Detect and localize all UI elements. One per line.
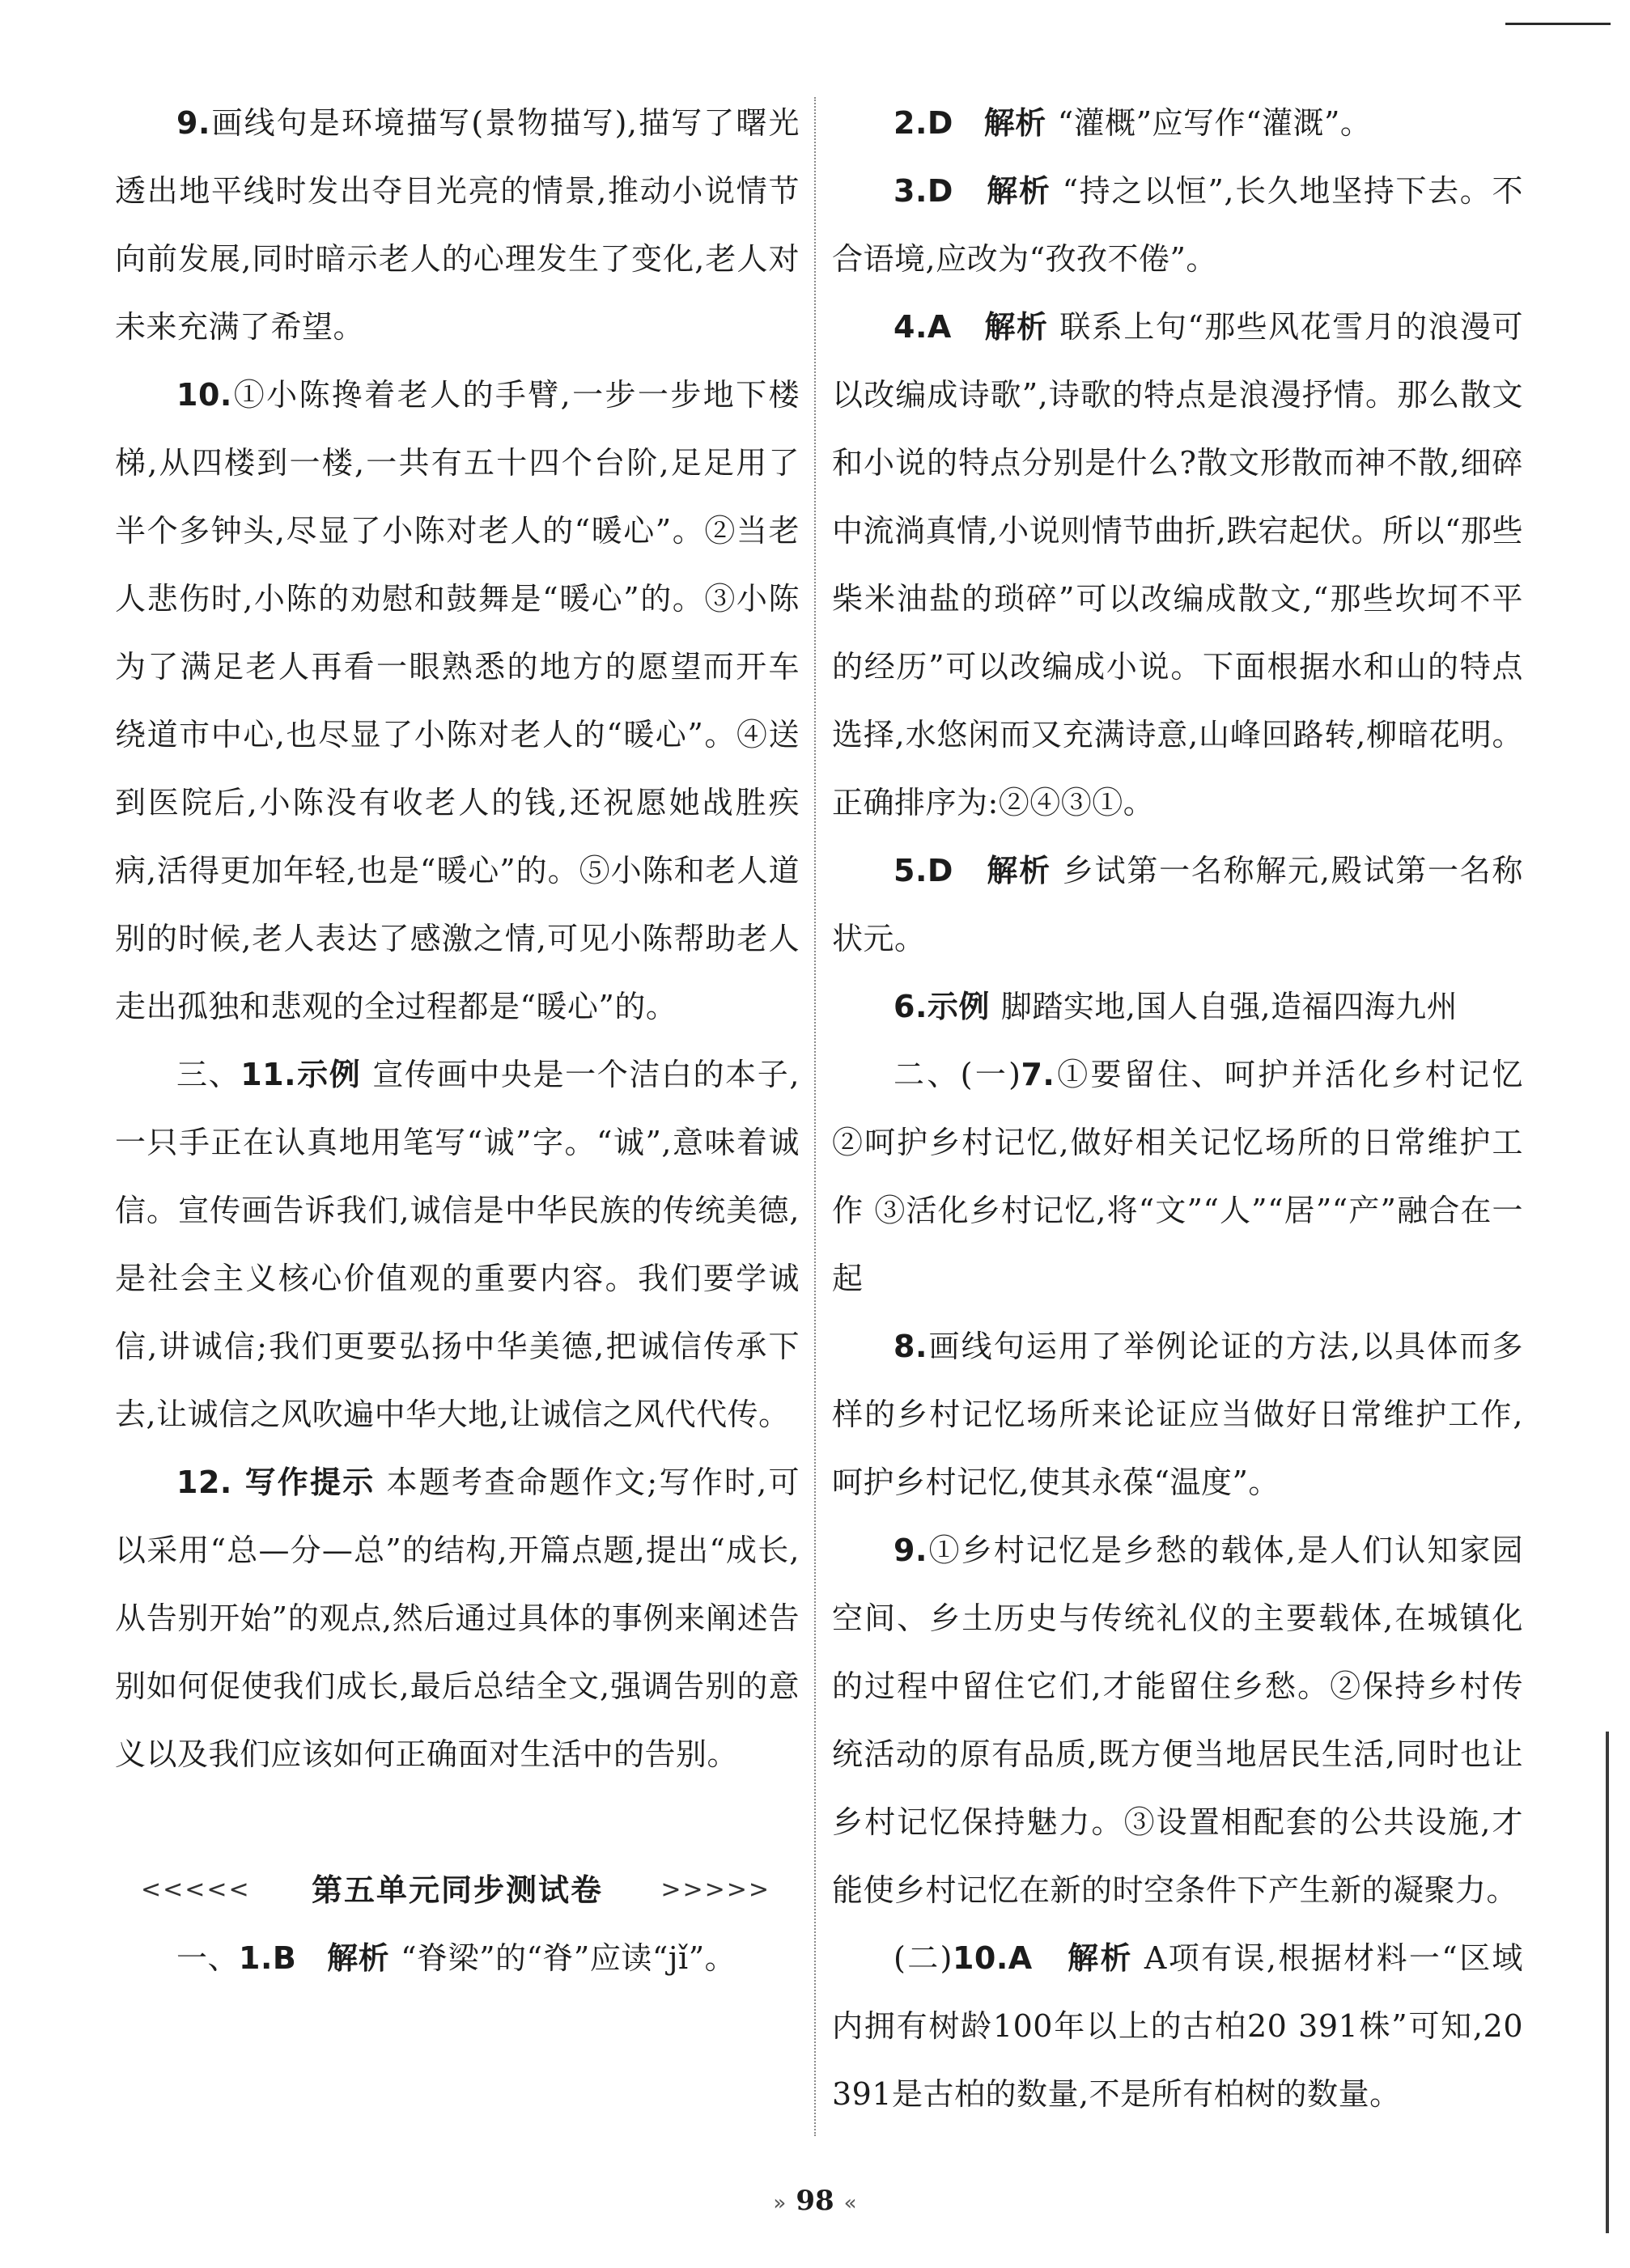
footer-mark-left: » <box>773 2191 787 2215</box>
analysis-tag: 解析 <box>327 1940 390 1976</box>
answer-text: 本题考查命题作文;写作时,可以采用“总—分—总”的结构,开篇点题,提出“成长,从告别开始”的观点,然后通过具体的事例来阐述告别如何促使我们成长,最后总结全文,强调告别的意义以及我们应该如何正确面对生活中的告别。 <box>115 1465 800 1772</box>
analysis-tag: 解析 <box>987 853 1051 888</box>
column-divider <box>814 97 816 2136</box>
section-title: 第五单元同步测试卷 <box>311 1872 603 1908</box>
answer-text: 联系上句“那些风花雪月的浪漫可以改编成诗歌”,诗歌的特点是浪漫抒情。那么散文和小说的特点分别是什么?散文形散而神不散,细碎中流淌真情,小说则情节曲折,跌宕起伏。所以“那些柴米油盐的琐碎”可以改编成散文,“那些坎坷不平的经历”可以改编成小说。下面根据水和山的特点选择,水悠闲而又充满诗意,山峰回路转,柳暗花明。正确排序为:②④③①。 <box>832 309 1523 820</box>
answer-2 <box>832 89 1523 157</box>
answer-choice: D <box>927 105 953 141</box>
question-number: 6. <box>894 989 927 1024</box>
question-number: 8. <box>894 1329 927 1364</box>
answer-text: ①乡村记忆是乡愁的载体,是人们认知家园空间、乡土历史与传统礼仪的主要载体,在城镇化的过程中留住它们,才能留住乡愁。②保持乡村传统活动的原有品质,既方便当地居民生活,同时也让乡村记忆保持魅力。③设置相配套的公共设施,才能使乡村记忆在新的时空条件下产生新的凝聚力。 <box>832 1532 1523 1908</box>
answer-9b <box>832 1516 1523 1924</box>
answer-text: ①小陈搀着老人的手臂,一步一步地下楼梯,从四楼到一楼,一共有五十四个台阶,足足用了半个多钟头,尽显了小陈对老人的“暖心”。②当老人悲伤时,小陈的劝慰和鼓舞是“暖心”的。③小陈为了满足老人再看一眼熟悉的地方的愿望而开车绕道市中心,也尽显了小陈对老人的“暖心”。④送到医院后,小陈没有收老人的钱,还祝愿她战胜疾病,活得更加年轻,也是“暖心”的。⑤小陈和老人道别的时候,老人表达了感激之情,可见小陈帮助老人走出孤独和悲观的全过程都是“暖心”的。 <box>115 377 800 1024</box>
page-edge-line <box>1606 1732 1609 2233</box>
answer-3 <box>832 157 1523 293</box>
footer-mark-right: « <box>843 2191 857 2215</box>
arrows-left-decoration: <<<<< <box>141 1876 251 1904</box>
analysis-tag: 解析 <box>984 309 1049 345</box>
section-header <box>115 1856 800 1924</box>
writing-tip-tag: 写作提示 <box>243 1465 376 1500</box>
answer-text: “持之以恒”,长久地坚持下去。不合语境,应改为“孜孜不倦”。 <box>832 173 1523 277</box>
answer-7 <box>832 1041 1523 1312</box>
answer-10 <box>115 361 800 1041</box>
answer-text: 画线句运用了举例论证的方法,以具体而多样的乡村记忆场所来论证应当做好日常维护工作,呵护乡村记忆,使其永葆“温度”。 <box>832 1329 1523 1500</box>
answer-11 <box>115 1041 800 1448</box>
answer-text: “脊梁”的“脊”应读“jǐ”。 <box>401 1940 736 1976</box>
page-number: 98 <box>796 2185 834 2217</box>
part-prefix: 三、 <box>176 1057 241 1092</box>
page-footer <box>0 2185 1630 2217</box>
question-number: 10. <box>176 377 232 413</box>
answer-10b <box>832 1924 1523 2128</box>
answer-text: 乡试第一名称解元,殿试第一名称状元。 <box>832 853 1523 956</box>
analysis-tag: 解析 <box>1068 1940 1133 1976</box>
spacer <box>115 1788 800 1856</box>
question-number: 3. <box>894 173 927 209</box>
part-prefix: 一、 <box>176 1940 240 1976</box>
answer-4 <box>832 293 1523 837</box>
answer-5 <box>832 837 1523 973</box>
example-tag: 示例 <box>296 1057 362 1092</box>
question-number: 4. <box>894 309 927 345</box>
part-prefix: 二、(一) <box>894 1057 1021 1092</box>
question-number: 9. <box>894 1532 927 1568</box>
question-number: 1. <box>239 1940 273 1976</box>
answer-choice: B <box>272 1940 297 1976</box>
answer-text: A项有误,根据材料一“区域内拥有树龄100年以上的古柏20 391株”可知,20 391是古柏的数量,不是所有柏树的数量。 <box>832 1940 1523 2112</box>
answer-12 <box>115 1448 800 1788</box>
answer-choice: D <box>927 853 953 888</box>
question-number: 2. <box>894 105 927 141</box>
arrows-right-decoration: >>>>> <box>660 1876 770 1904</box>
answer-9 <box>115 89 800 361</box>
answer-choice: A <box>1008 1940 1033 1976</box>
part-prefix: (二) <box>894 1940 953 1976</box>
right-column <box>832 89 1523 2128</box>
question-number: 5. <box>894 853 927 888</box>
question-number: 11. <box>240 1057 297 1092</box>
answer-text: 宣传画中央是一个洁白的本子,一只手正在认真地用笔写“诚”字。“诚”,意味着诚信。宣传画告诉我们,诚信是中华民族的传统美德,是社会主义核心价值观的重要内容。我们要学诚信,讲诚信;我们更要弘扬中华美德,把诚信传承下去,让诚信之风吹遍中华大地,让诚信之风代代传。 <box>115 1057 800 1432</box>
answer-8 <box>832 1312 1523 1516</box>
analysis-tag: 解析 <box>987 173 1051 209</box>
answer-choice: A <box>927 309 952 345</box>
answer-text: “灌概”应写作“灌溉”。 <box>1057 105 1372 141</box>
example-tag: 示例 <box>927 989 990 1024</box>
answer-1 <box>115 1924 800 1992</box>
analysis-tag: 解析 <box>983 105 1046 141</box>
question-number: 7. <box>1021 1057 1055 1092</box>
question-number: 12. <box>176 1465 232 1500</box>
top-rule-decoration <box>1505 23 1611 25</box>
left-column <box>115 89 800 1992</box>
answer-text: 画线句是环境描写(景物描写),描写了曙光透出地平线时发出夺目光亮的情景,推动小说情节向前发展,同时暗示老人的心理发生了变化,老人对未来充满了希望。 <box>115 105 800 345</box>
answer-choice: D <box>927 173 953 209</box>
answer-text: 脚踏实地,国人自强,造福四海九州 <box>1000 989 1458 1024</box>
question-number: 10. <box>952 1940 1008 1976</box>
answer-6 <box>832 973 1523 1041</box>
question-number: 9. <box>176 105 210 141</box>
answer-text: ①要留住、呵护并活化乡村记忆 ②呵护乡村记忆,做好相关记忆场所的日常维护工作 ③活化乡村记忆,将“文”“人”“居”“产”融合在一起 <box>832 1057 1523 1296</box>
